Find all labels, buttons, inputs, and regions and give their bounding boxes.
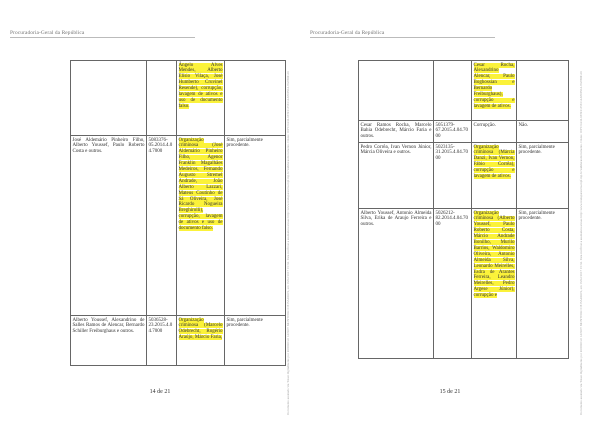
defendants-cell: Pedro Corrêa, Ivan Vernon Júnior, Márcia Oliveira e outros. bbox=[359, 143, 434, 209]
case-number-cell: 5036528-23.2015.4.04.7000 bbox=[147, 316, 177, 366]
outcome-cell bbox=[225, 61, 286, 136]
page-header: Procuradoria-Geral da República bbox=[10, 30, 85, 36]
header-rule bbox=[10, 37, 195, 38]
outcome-cell bbox=[517, 61, 569, 121]
header-rule bbox=[310, 37, 495, 38]
signature-note-text: Documento assinado via Token digitalmente por RODRIGO JANOT MONTEIRO DE BARROS, em 16/02/2017 16:34. Para verificar a assinatura acesse http://www.transparencia.mpf.mp.br/validacaodocumento. Chave 1DFC6A34.0E6CC35E.C4A8DB6A.8A8B9C20 bbox=[579, 71, 583, 415]
case-number-cell: 5026212-82.2014.4.04.7000 bbox=[434, 209, 472, 359]
signature-note bbox=[575, 71, 595, 415]
table-row bbox=[71, 316, 286, 366]
highlighted-text: Cesar Rocha, Alexandrino Alencar, Paulo Boghossian e Bernardo Freiburghaus), corrupção e lavagem de ativos. bbox=[473, 62, 515, 109]
highlighted-text: Organização criminosa (José Aldemário Pinheiro Filho, Agenor Franklin Magalhães Medeiros, Fernando Augusto Stremel Andrade, João Alberto Lazzari, Mateus Coutinho de Sá Oliveira, José Ricardo Nogueira Breghirolli), corrupção, lavagem de ativos e uso de documento falso. bbox=[178, 137, 223, 232]
outcome-cell: Não. bbox=[517, 121, 569, 143]
left-page bbox=[10, 0, 290, 424]
highlighted-text: Organização criminosa (Marcelo Odebrecht, Rogério Araújo, Márcio Faria, bbox=[178, 317, 223, 341]
charges-cell bbox=[472, 61, 517, 121]
highlighted-text: Organização criminosa (Márcia Danzi, Ivan Vernon, Fábio Corrêa), corrupção e lavagem de ativos. bbox=[473, 144, 515, 180]
defendants-cell bbox=[71, 61, 147, 136]
defendants-cell bbox=[359, 61, 434, 121]
defendants-cell: Cesar Ramos Rocha, Marcelo Bahia Odebrecht, Márcio Faria e outros. bbox=[359, 121, 434, 143]
page-number: 14 de 21 bbox=[149, 389, 171, 395]
table-row bbox=[71, 61, 286, 136]
charges-cell bbox=[177, 316, 225, 366]
highlighted-text: Organização criminosa (Alberto Youssef, Paulo Roberto Costa, Márcio Andrade Bonilho, Murilo Barrios, Waldomiro Oliveira, Antonio Almeida Silva, Leonardo Meirelles, Esdra de Arantes Ferreira, Leandro Meirelles, Pedro Argese Júnior), corrupção e bbox=[473, 210, 515, 299]
charges-cell bbox=[177, 136, 225, 316]
outcome-cell: Sim, parcialmente procedente. bbox=[517, 209, 569, 359]
outcome-cell: Sim, parcialmente procedente. bbox=[225, 316, 286, 366]
charges-cell: Corrupção. bbox=[472, 121, 517, 143]
table-row bbox=[359, 121, 569, 143]
case-number-cell bbox=[147, 61, 177, 136]
case-number-cell bbox=[434, 61, 472, 121]
defendants-cell: Alberto Youssef, Alexandrino de Salles Ramos de Alencar, Bernardo Schiller Freiburghaus e outros. bbox=[71, 316, 147, 366]
case-table bbox=[70, 60, 286, 366]
outcome-cell: Sim, parcialmente procedente. bbox=[517, 143, 569, 209]
charges-cell bbox=[472, 143, 517, 209]
page-header: Procuradoria-Geral da República bbox=[310, 30, 385, 36]
defendants-cell: Alberto Youssef, Antonio Almeida Silva, Erika de Araujo Ferreira e outros. bbox=[359, 209, 434, 359]
table-row bbox=[71, 136, 286, 316]
outcome-cell: Sim, parcialmente procedente. bbox=[225, 136, 286, 316]
page-number: 15 de 21 bbox=[439, 389, 461, 395]
case-number-cell: 5023135-31.2015.4.04.7000 bbox=[434, 143, 472, 209]
table-row bbox=[359, 61, 569, 121]
case-number-cell: 5083376-05.2014.4.04.7000 bbox=[147, 136, 177, 316]
highlighted-text: Ângelo Alves Mendes, Alberto Elísio Vilaça, José Humberto Cruvinel Resende), corrupção, lavagem de ativos e uso de documento falso. bbox=[178, 62, 223, 109]
right-page bbox=[310, 0, 590, 424]
signature-note-text: Documento assinado via Token digitalmente por RODRIGO JANOT MONTEIRO DE BARROS, em 16/02/2017 16:34. Para verificar a assinatura acesse http://www.transparencia.mpf.mp.br/validacaodocumento. Chave 1DFC6A34.0E6CC35E.C4A8DB6A.8A8B9C20 bbox=[286, 71, 290, 415]
defendants-cell: José Aldemário Pinheiro Filho, Alberto Youssef, Paulo Roberto Costa e outros. bbox=[71, 136, 147, 316]
signature-note bbox=[282, 71, 302, 415]
table-row bbox=[359, 209, 569, 359]
case-number-cell: 5051379-67.2015.4.04.7000 bbox=[434, 121, 472, 143]
charges-cell bbox=[177, 61, 225, 136]
case-table bbox=[358, 60, 569, 359]
charges-cell bbox=[472, 209, 517, 359]
table-row bbox=[359, 143, 569, 209]
